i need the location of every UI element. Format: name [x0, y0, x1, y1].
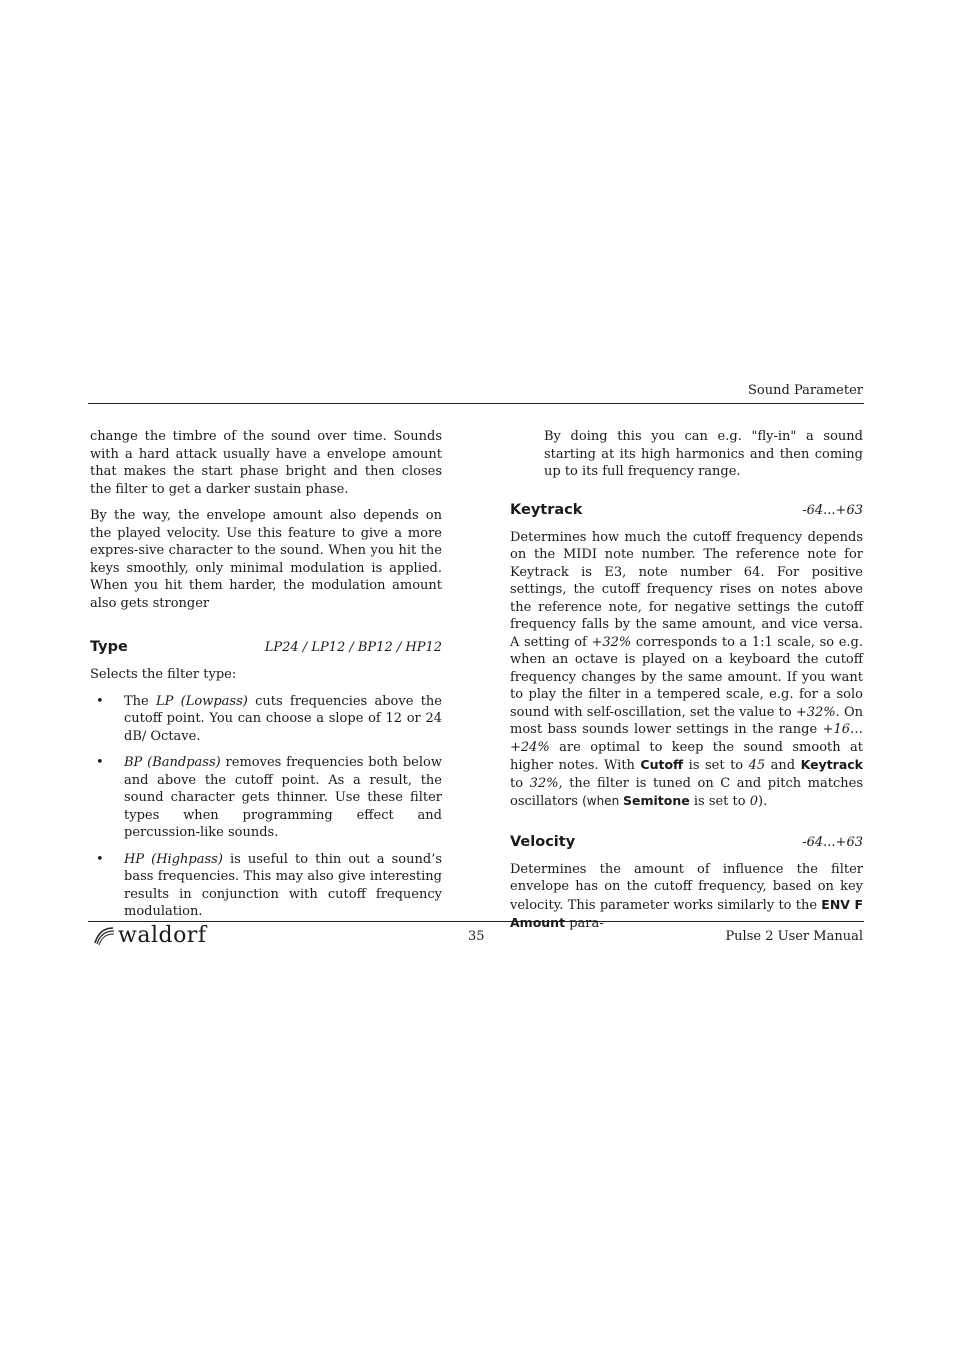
- text-run: . On most bass sounds lower settings in the range: [510, 704, 864, 737]
- text-run: Determines how much the cutoff frequency depends on the MIDI note number. The reference note for Keytrack is E3, note number 64. For positive settings, the cutoff frequency rises on notes above the reference note, for negative settings the cutoff frequency falls by the same amount, and vice versa. A setting of: [510, 529, 863, 650]
- bullet-icon: •: [96, 693, 104, 709]
- param-name: Type: [90, 639, 128, 655]
- text-run-emphasis: HP (Highpass): [124, 851, 223, 867]
- text-run: is set to: [683, 758, 749, 773]
- running-header: Sound Parameter: [748, 383, 863, 398]
- param-name: Keytrack: [510, 501, 583, 518]
- keyword-run: ENV F Amount: [510, 896, 863, 930]
- paragraph: change the timbre of the sound over time. Sounds with a hard attack usually have a envelope amount that makes the start phase bright and then closes the filter to get a darker sustain phase.: [90, 429, 442, 497]
- text-run: is set to: [689, 794, 750, 809]
- keyword-run: Cutoff: [640, 757, 684, 772]
- param-range: LP24 / LP12 / BP12 / HP12: [264, 640, 442, 655]
- value-run: 45: [748, 758, 766, 773]
- text-run: is useful to thin out a sound’s bass frequencies. This may also give interesting results in conjunction with cutoff frequency modulation.: [124, 851, 442, 919]
- text-run: , the filter is tuned on C and pitch matches oscillators: [510, 775, 863, 809]
- keytrack-description: [510, 529, 863, 811]
- waldorf-logo: [92, 923, 206, 948]
- list-item: [90, 693, 442, 746]
- value-run: +16…+24%: [510, 722, 863, 755]
- text-run: cuts frequencies above the cutoff point. You can choose a slope of 12 or 24 dB/ Octave.: [124, 693, 442, 744]
- velocity-heading: [510, 833, 863, 852]
- list-item: [90, 754, 442, 842]
- param-range: -64...+63: [802, 834, 863, 850]
- manual-title: Pulse 2 User Manual: [725, 929, 863, 944]
- value-run: 0: [749, 794, 758, 809]
- header-rule: [88, 403, 864, 404]
- text-run: to: [510, 775, 530, 791]
- type-description: Selects the filter type:: [90, 667, 237, 682]
- bullet-icon: •: [96, 851, 104, 867]
- param-name: Velocity: [510, 833, 576, 850]
- text-run-emphasis: BP (Bandpass): [124, 755, 221, 770]
- value-run: +32%: [591, 634, 632, 650]
- value-run: +32%: [795, 704, 836, 720]
- list-item: [90, 851, 442, 921]
- value-run: 32%: [529, 775, 559, 791]
- text-run: para-: [565, 916, 604, 931]
- keytrack-heading: [510, 501, 863, 520]
- text-run: corresponds to a 1:1 scale, so e.g. when an octave is played on a keyboard the cutoff frequency changes by the same amount. If you want to play the filter in a tempered scale, e.g. for a solo sound with self-oscillation, set the value to: [510, 634, 863, 720]
- page-number: 35: [468, 929, 485, 944]
- footer-rule: [88, 921, 864, 922]
- text-run: are optimal to keep the sound smooth at higher notes. With: [510, 739, 863, 773]
- paragraph: By the way, the envelope amount also depends on the played velocity. Use this feature to give a more expres-sive character to the sound. When you hit the keys smoothly, only minimal modulation is applied. When you hit them harder, the modulation amount also gets stronger: [90, 508, 442, 611]
- text-run: removes frequencies both below and above the cutoff point. As a result, the sound character gets thinner. Use these filter types when programming effect and percussion-like sounds.: [124, 755, 442, 840]
- text-run: and: [765, 758, 801, 773]
- left-column: [90, 428, 442, 930]
- keyword-run: Keytrack: [800, 757, 863, 772]
- right-column: [510, 428, 863, 942]
- brand-name: waldorf: [118, 923, 207, 948]
- keyword-run: Semitone: [622, 793, 690, 808]
- filter-type-list: [90, 693, 442, 921]
- paragraph: By doing this you can e.g. "fly-in" a sound starting at its high harmonics and then coming up to its full frequency range.: [544, 429, 863, 479]
- param-range: -64...+63: [802, 502, 863, 518]
- text-run: ).: [758, 794, 768, 809]
- text-run: (when: [582, 794, 623, 808]
- bullet-icon: •: [96, 755, 104, 770]
- text-run: The: [124, 693, 157, 709]
- text-run-emphasis: LP (Lowpass): [156, 693, 248, 709]
- waldorf-swirl-icon: [92, 925, 116, 947]
- text-run: Determines the amount of influence the filter envelope has on the cutoff frequency, based on key velocity. This parameter works similarly to the: [510, 861, 863, 913]
- type-heading: [90, 638, 442, 657]
